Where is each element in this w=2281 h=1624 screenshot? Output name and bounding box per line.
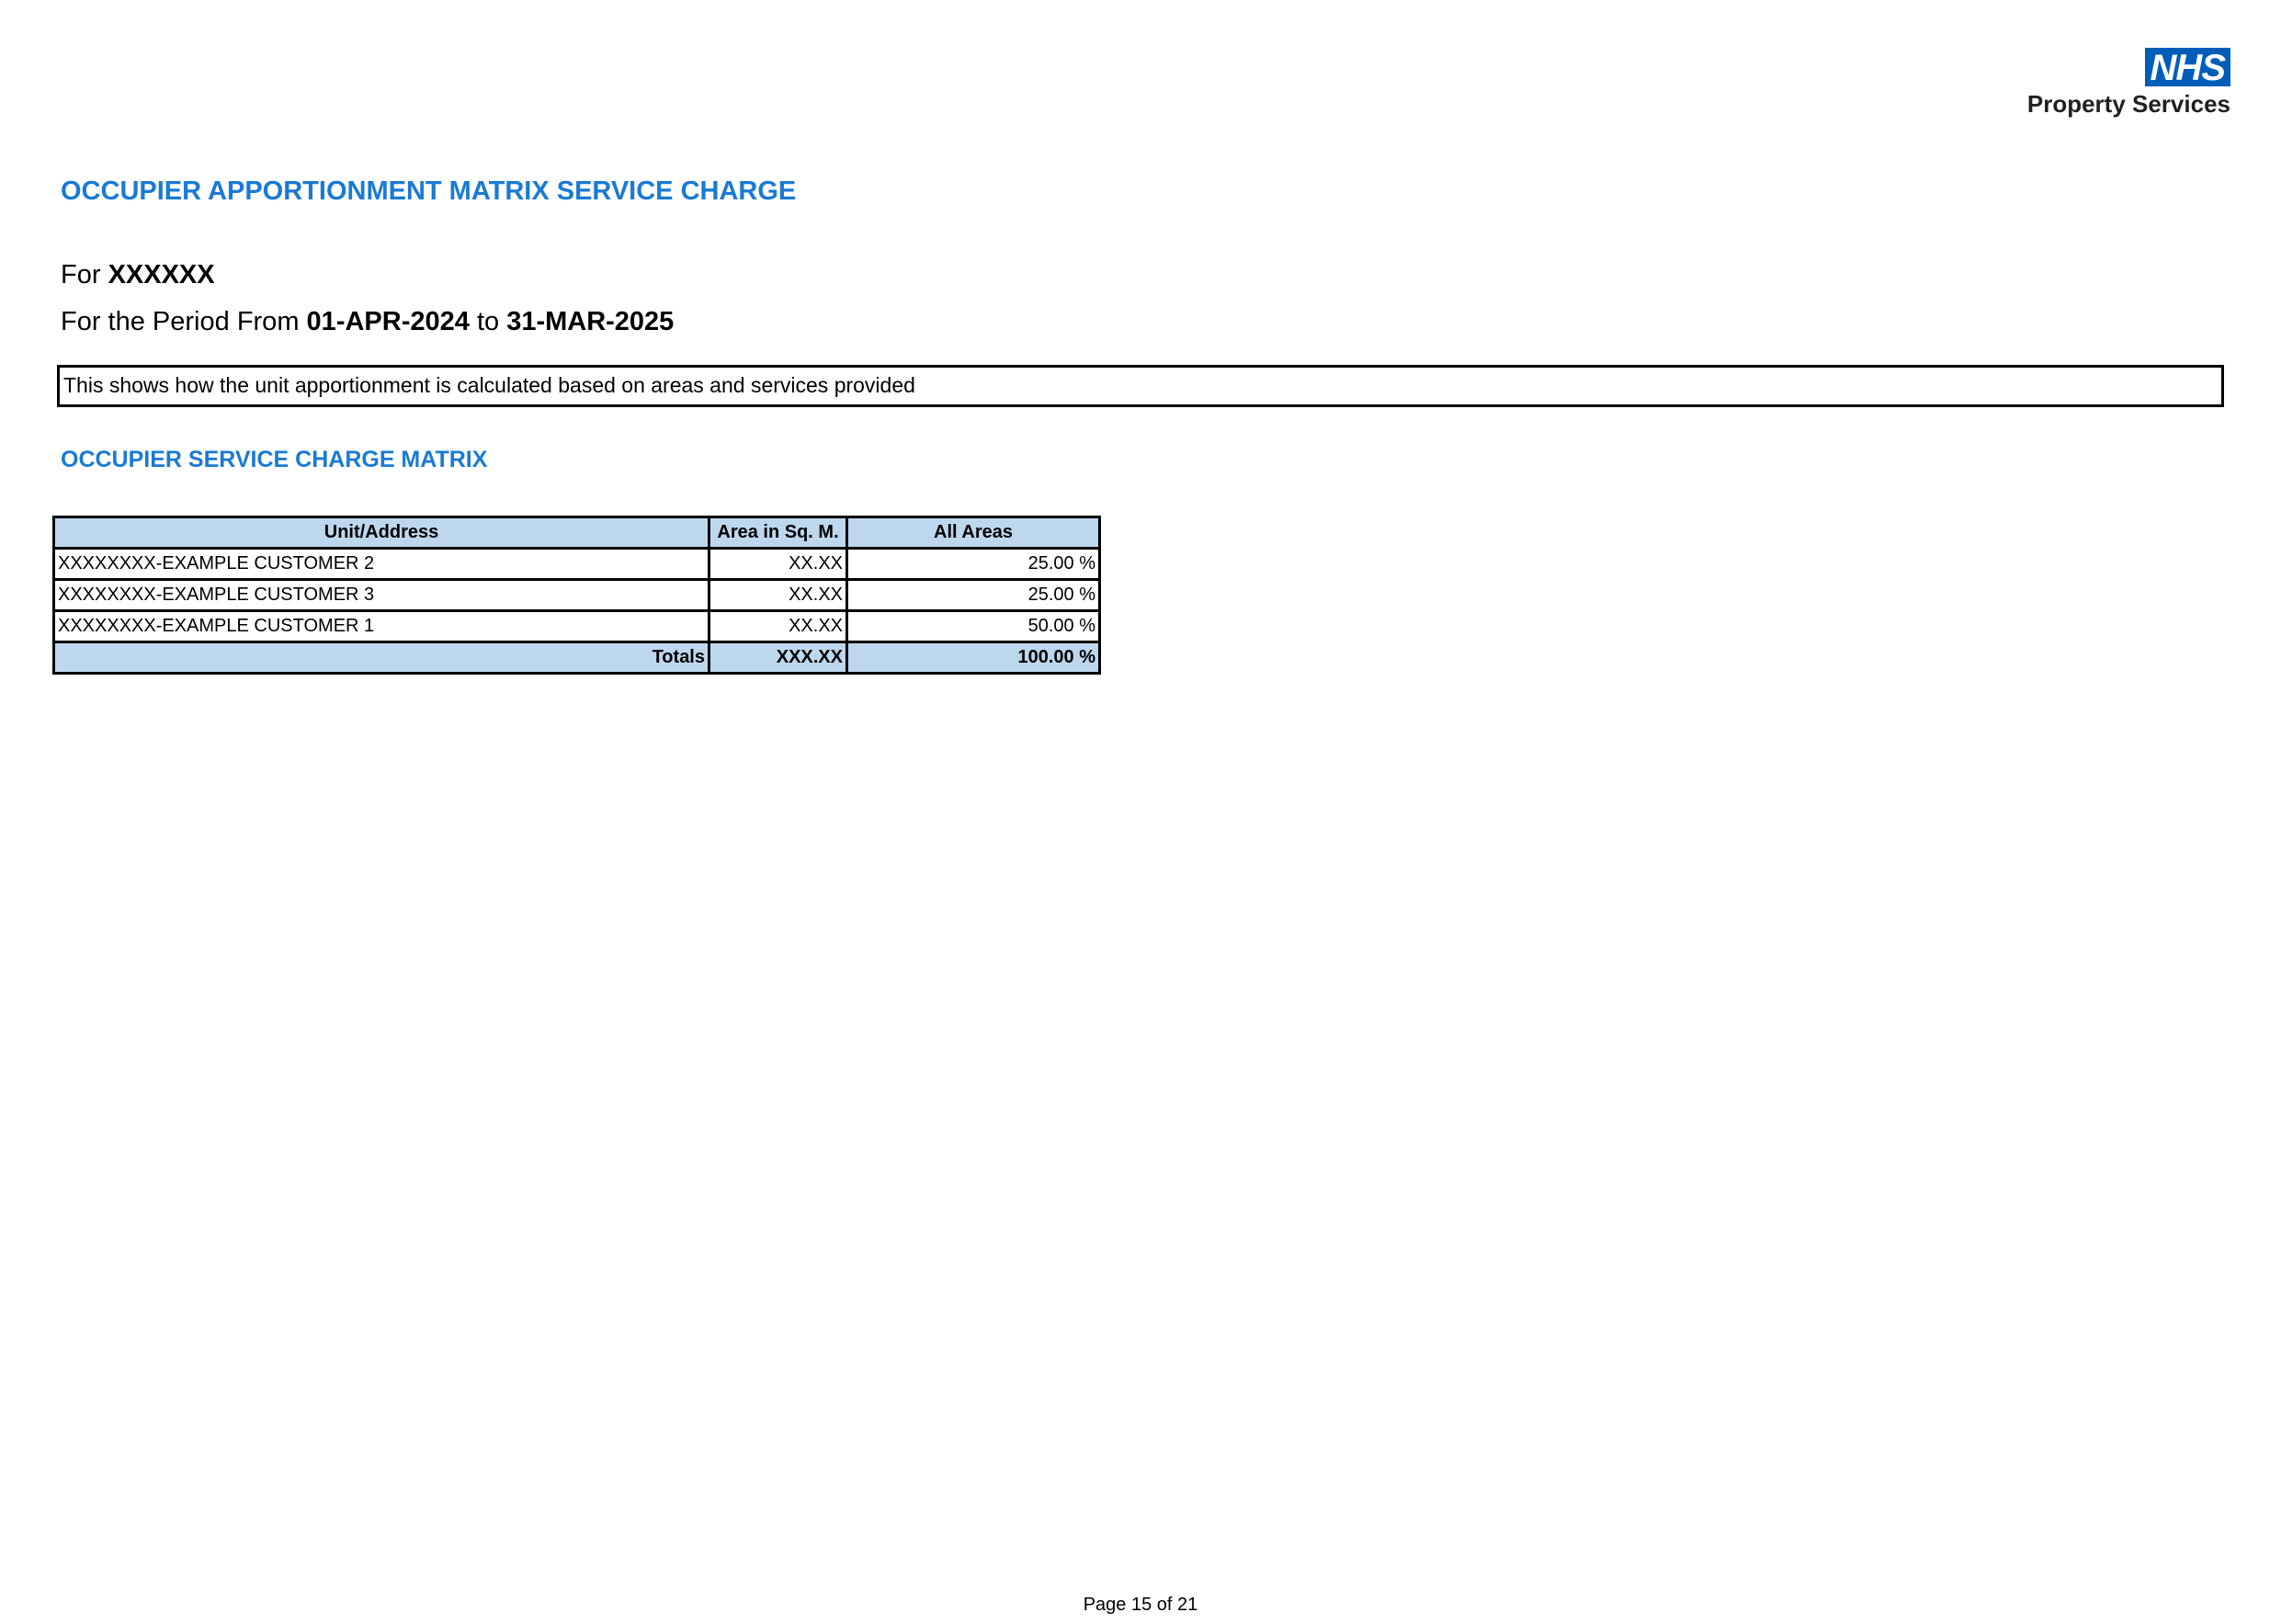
period-line xyxy=(61,307,674,337)
service-charge-matrix-table xyxy=(52,516,1101,675)
page-number: Page 15 of 21 xyxy=(1083,1595,1198,1615)
cell-all-areas: 25.00 % xyxy=(847,549,1100,580)
header-unit-address: Unit/Address xyxy=(54,517,709,549)
totals-row xyxy=(54,642,1100,674)
section-title: OCCUPIER SERVICE CHARGE MATRIX xyxy=(61,447,488,472)
cell-unit-address: XXXXXXXX-EXAMPLE CUSTOMER 1 xyxy=(54,611,709,642)
cell-all-areas: 50.00 % xyxy=(847,611,1100,642)
header-area: Area in Sq. M. xyxy=(709,517,847,549)
nhs-logo-mark: NHS xyxy=(2145,48,2230,86)
occupier-name: XXXXXX xyxy=(108,260,215,290)
table-row xyxy=(54,549,1100,580)
info-text: This shows how the unit apportionment is calculated based on areas and services provided xyxy=(63,373,915,397)
period-joiner: to xyxy=(476,307,500,336)
for-line xyxy=(61,260,215,290)
for-prefix: For xyxy=(61,260,101,290)
table-header-row xyxy=(54,517,1100,549)
period-prefix: For the Period From xyxy=(61,307,300,336)
totals-label: Totals xyxy=(54,642,709,674)
totals-all-areas: 100.00 % xyxy=(847,642,1100,674)
cell-unit-address: XXXXXXXX-EXAMPLE CUSTOMER 3 xyxy=(54,580,709,611)
cell-all-areas: 25.00 % xyxy=(847,580,1100,611)
cell-unit-address: XXXXXXXX-EXAMPLE CUSTOMER 2 xyxy=(54,549,709,580)
page-title: OCCUPIER APPORTIONMENT MATRIX SERVICE CHARGE xyxy=(61,176,797,206)
table-row xyxy=(54,580,1100,611)
logo-subtitle: Property Services xyxy=(2026,90,2230,118)
period-to: 31-MAR-2025 xyxy=(506,307,675,336)
header-all-areas: All Areas xyxy=(847,517,1100,549)
totals-area: XXX.XX xyxy=(709,642,847,674)
cell-area: XX.XX xyxy=(709,580,847,611)
nhs-property-services-logo xyxy=(2019,48,2230,119)
info-box xyxy=(57,365,2224,407)
cell-area: XX.XX xyxy=(709,611,847,642)
cell-area: XX.XX xyxy=(709,549,847,580)
period-from: 01-APR-2024 xyxy=(306,307,470,336)
table-row xyxy=(54,611,1100,642)
